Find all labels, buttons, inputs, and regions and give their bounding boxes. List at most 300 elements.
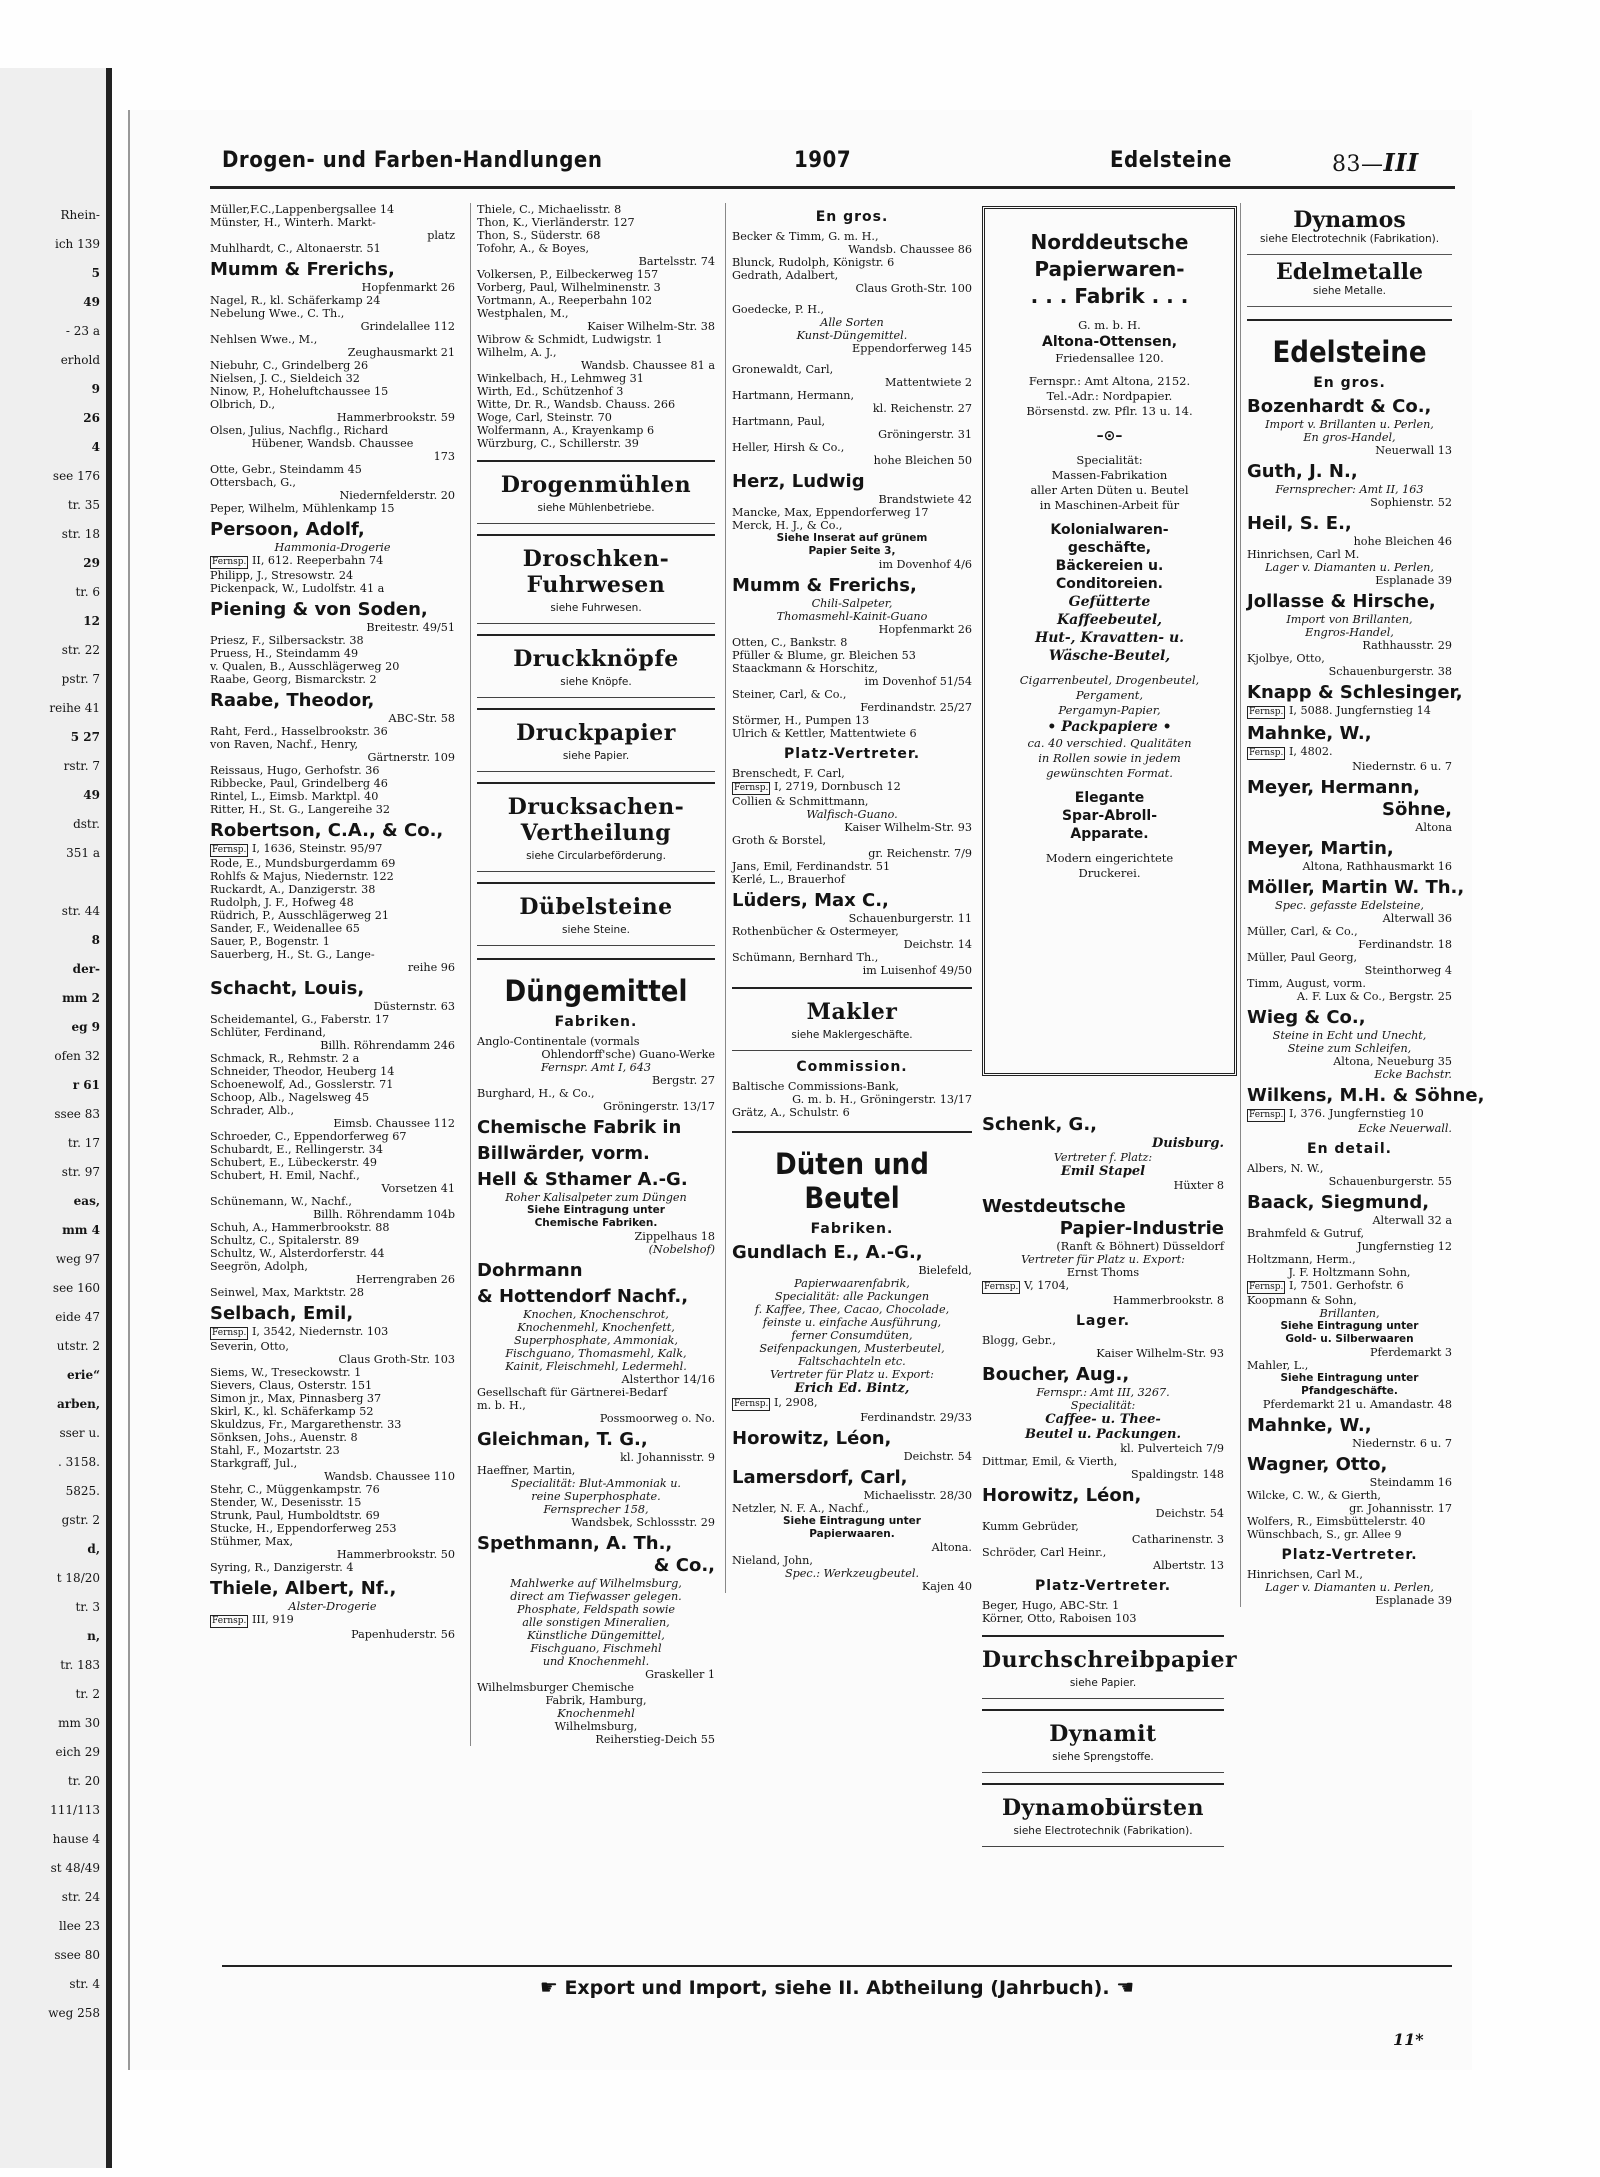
directory-line: Dittmar, Emil, & Vierth, — [982, 1455, 1118, 1468]
directory-line: Nehlsen Wwe., M., — [210, 333, 318, 346]
directory-line: Alle Sorten — [820, 316, 884, 329]
directory-line: Hüxter 8 — [1173, 1179, 1224, 1192]
directory-line: Ecke Bachstr. — [1374, 1068, 1452, 1081]
previous-page-fragment: tr. 2 — [75, 1687, 100, 1701]
cross-reference-section — [477, 534, 715, 624]
directory-line: Niebuhr, C., Grindelberg 26 — [210, 359, 369, 372]
signature-mark: 11* — [1393, 2030, 1424, 2049]
firm-name-bold: Wilkens, M.H. & Söhne, — [1247, 1085, 1485, 1106]
directory-line: Thon, K., Vierländerstr. 127 — [477, 216, 635, 229]
subsection-heading: Platz-Vertreter. — [1034, 1578, 1172, 1594]
phone-entry-text: I, 3542, Niedernstr. 103 — [248, 1325, 389, 1338]
directory-line: Muhlhardt, C., Altonaerstr. 51 — [210, 242, 381, 255]
phone-entry — [210, 554, 455, 569]
directory-line: Schauenburgerstr. 55 — [1328, 1175, 1452, 1188]
directory-line: gr. Reichenstr. 7/9 — [868, 847, 972, 860]
firm-name-bold-cont: Söhne, — [1381, 799, 1452, 820]
directory-line: gr. Johannisstr. 17 — [1349, 1502, 1452, 1515]
fernsprecher-box: Fernsp. — [734, 1399, 769, 1409]
directory-line: Wibrow & Schmidt, Ludwigstr. 1 — [477, 333, 663, 346]
directory-line: Sönksen, Johs., Auenstr. 8 — [210, 1431, 358, 1444]
previous-page-fragment: ssee 80 — [54, 1948, 100, 1962]
directory-line: Kaiser Wilhelm-Str. 38 — [587, 320, 715, 333]
directory-line: Schrader, Alb., — [210, 1104, 295, 1117]
previous-page-fragment: n, — [87, 1629, 100, 1643]
directory-line: Spec. gefasste Edelsteine, — [1275, 899, 1424, 912]
directory-line: Philipp, J., Stresowstr. 24 — [210, 569, 354, 582]
directory-line: Lager v. Diamanten u. Perlen, — [1265, 1581, 1434, 1594]
advert-line: Modern eingerichtete — [1045, 851, 1174, 865]
directory-line: Reiherstieg-Deich 55 — [595, 1733, 715, 1746]
directory-line: Staackmann & Horschitz, — [732, 662, 878, 675]
directory-line: Vortmann, A., Reeperbahn 102 — [477, 294, 653, 307]
phone-entry — [732, 1396, 972, 1411]
directory-line: Walfisch-Guano. — [806, 808, 898, 821]
directory-line: Deichstr. 54 — [1155, 1507, 1224, 1520]
previous-page-fragment: 5 — [91, 266, 100, 280]
directory-line: Altona, Neueburg 35 — [1333, 1055, 1452, 1068]
advert-line: Hut-, Kravatten- u. — [1034, 630, 1184, 646]
advert-line: • Packpapiere • — [1047, 719, 1172, 735]
advert-line: Conditoreien. — [1056, 576, 1163, 592]
firm-name-bold: Heil, S. E., — [1247, 513, 1352, 534]
page-gutter — [106, 68, 112, 2168]
directory-line: Ritter, H., St. G., Langereihe 32 — [210, 803, 390, 816]
directory-line: Scheidemantel, G., Faberstr. 17 — [210, 1013, 390, 1026]
phone-entry — [732, 780, 972, 795]
directory-line: Collien & Schmittmann, — [732, 795, 869, 808]
directory-line: Brenschedt, F. Carl, — [732, 767, 845, 780]
directory-line: Ribbecke, Paul, Grindelberg 46 — [210, 777, 388, 790]
previous-page-fragment: tr. 20 — [67, 1774, 100, 1788]
advert-line: Spar-Abroll- — [1061, 808, 1158, 824]
fernsprecher-box: Fernsp. — [984, 1282, 1019, 1292]
previous-page-fragment: str. 18 — [61, 527, 100, 541]
footer-notice — [222, 1975, 1452, 1999]
directory-line: m. b. H., — [477, 1399, 526, 1412]
directory-line: Mattentwiete 2 — [884, 376, 972, 389]
directory-line: Siehe Eintragung unter — [527, 1204, 665, 1216]
fernsprecher-box: Fernsp. — [212, 1616, 247, 1626]
section-reference: siehe Papier. — [562, 750, 630, 762]
directory-line: Pruess, H., Steindamm 49 — [210, 647, 359, 660]
advert-line: gewünschten Format. — [1046, 766, 1173, 780]
directory-line: Kaiser Wilhelm-Str. 93 — [1096, 1347, 1224, 1360]
previous-page-fragment: tr. 3 — [75, 1600, 100, 1614]
directory-line: Fischguano, Fischmehl — [530, 1642, 662, 1655]
firm-name-bold: Raabe, Theodor, — [210, 690, 375, 711]
directory-line — [732, 355, 972, 363]
directory-line: 173 — [433, 450, 455, 463]
previous-page-fragment: mm 4 — [62, 1223, 100, 1237]
directory-line: En gros-Handel, — [1303, 431, 1396, 444]
directory-line: Bartelsstr. 74 — [638, 255, 715, 268]
directory-line: Ulrich & Kettler, Mattentwiete 6 — [732, 727, 917, 740]
directory-line: Seegrön, Adolph, — [210, 1260, 308, 1273]
previous-page-fragment: Rhein- — [60, 208, 100, 222]
directory-line: Blunck, Rudolph, Königstr. 6 — [732, 256, 895, 269]
advert-line: Norddeutsche — [1030, 230, 1189, 254]
firm-name-bold: Selbach, Emil, — [210, 1303, 354, 1324]
directory-line: reine Superphosphate. — [531, 1490, 661, 1503]
directory-line: Claus Groth-Str. 103 — [338, 1353, 455, 1366]
firm-name-bold: Wagner, Otto, — [1247, 1454, 1388, 1475]
firm-name-bold: Boucher, Aug., — [982, 1364, 1130, 1385]
firm-name-bold: Persoon, Adolf, — [210, 519, 365, 540]
previous-page-fragment: tr. 6 — [75, 585, 100, 599]
directory-line: im Luisenhof 49/50 — [862, 964, 972, 977]
advert-line: Altona-Ottensen, — [1041, 334, 1178, 350]
directory-line: (Nobelshof) — [648, 1243, 715, 1256]
previous-page-fragment: hause 4 — [52, 1832, 100, 1846]
directory-line: Würzburg, C., Schillerstr. 39 — [477, 437, 639, 450]
directory-line: Specialität: — [1070, 1399, 1136, 1412]
directory-line: Otten, C., Bankstr. 8 — [732, 636, 848, 649]
directory-line: Schoenewolf, Ad., Gosslerstr. 71 — [210, 1078, 394, 1091]
previous-page-fragment: reihe 41 — [49, 701, 100, 715]
directory-line: Müller, Paul Georg, — [1247, 951, 1358, 964]
directory-line: Grindelallee 112 — [360, 320, 455, 333]
advert-line: Friedensallee 120. — [1055, 351, 1164, 365]
directory-line: Ecke Neuerwall. — [1358, 1122, 1452, 1135]
advert-line: in Maschinen-Arbeit für — [1039, 498, 1180, 512]
fernsprecher-box: Fernsp. — [212, 1328, 247, 1338]
previous-page-fragment: - 23 a — [65, 324, 100, 338]
directory-line: G. m. b. H., Gröningerstr. 13/17 — [792, 1093, 972, 1106]
directory-line: Wandsb. Chaussee 81 a — [581, 359, 715, 372]
fernsprecher-box: Fernsp. — [212, 557, 247, 567]
phone-entry — [210, 1325, 455, 1340]
subsection-heading: Fabriken. — [810, 1221, 894, 1237]
previous-page-fragment: 8 — [91, 933, 100, 947]
previous-page-fragment: 4 — [91, 440, 100, 454]
directory-line: Fernsprecher 158, — [543, 1503, 649, 1516]
firm-name-bold: Schenk, G., — [982, 1114, 1097, 1135]
directory-line: Olbrich, D., — [210, 398, 276, 411]
previous-page-fragment: 9 — [91, 382, 100, 396]
directory-line: Mancke, Max, Eppendorferweg 17 — [732, 506, 929, 519]
directory-line: Schünemann, W., Nachf., — [210, 1195, 352, 1208]
directory-line: Tofohr, A., & Boyes, — [477, 242, 590, 255]
previous-page-fragment: see 176 — [52, 469, 100, 483]
directory-line: Gesellschaft für Gärtnerei-Bedarf — [477, 1386, 668, 1399]
directory-line: Hammonia-Drogerie — [274, 541, 391, 554]
directory-line: Pfüller & Blume, gr. Bleichen 53 — [732, 649, 916, 662]
directory-line: Altona. — [931, 1541, 972, 1554]
directory-line: Thiele, C., Michaelisstr. 8 — [477, 203, 622, 216]
directory-line: Rathhausstr. 29 — [1362, 639, 1452, 652]
directory-line: Skirl, K., kl. Schäferkamp 52 — [210, 1405, 374, 1418]
section-reference: siehe Fuhrwesen. — [550, 602, 642, 614]
previous-page-fragment: tr. 35 — [67, 498, 100, 512]
column-4 — [982, 1110, 1238, 1857]
directory-line: hohe Bleichen 50 — [873, 454, 972, 467]
section-title: Makler — [806, 999, 898, 1025]
header-rule — [210, 186, 1455, 189]
directory-line: Ruckardt, A., Danzigerstr. 38 — [210, 883, 376, 896]
directory-line: Pfandgeschäfte. — [1301, 1385, 1398, 1397]
cross-reference-section — [982, 1635, 1238, 1699]
section-reference: siehe Knöpfe. — [560, 676, 632, 688]
firm-name-bold: Guth, J. N., — [1247, 461, 1358, 482]
directory-line: ABC-Str. 58 — [388, 712, 455, 725]
cross-reference-section — [732, 987, 972, 1051]
advert-line: Cigarrenbeutel, Drogenbeutel, — [1019, 673, 1200, 687]
subsection-heading: Fabriken. — [554, 1014, 638, 1030]
firm-name-bold: & Hottendorf Nachf., — [477, 1286, 689, 1307]
phone-entry-text: II, 612. Reeperbahn 74 — [248, 554, 384, 567]
directory-line: Stühmer, Max, — [210, 1535, 294, 1548]
firm-name-bold-cont: & Co., — [653, 1555, 715, 1576]
firm-name-bold: Horowitz, Léon, — [732, 1428, 892, 1449]
directory-line: Hinrichsen, Carl M., — [1247, 1568, 1363, 1581]
firm-name-bold: Chemische Fabrik in — [477, 1117, 682, 1138]
directory-line: Fischguano, Thomasmehl, Kalk, — [505, 1347, 687, 1360]
fernsprecher-box: Fernsp. — [734, 783, 769, 793]
cross-reference-section — [477, 634, 715, 698]
directory-line: Schubert, H. Emil, Nachf., — [210, 1169, 360, 1182]
cross-reference-section — [477, 708, 715, 772]
directory-line: Schümann, Bernhard Th., — [732, 951, 879, 964]
phone-entry-text: I, 2719, Dornbusch 12 — [770, 780, 901, 793]
phone-entry-text: I, 1636, Steinstr. 95/97 — [248, 842, 383, 855]
directory-line: Schlüter, Ferdinand, — [210, 1026, 326, 1039]
directory-line: Steindamm 16 — [1369, 1476, 1452, 1489]
firm-name-bold: Westdeutsche — [982, 1196, 1126, 1217]
firm-name-bold: Bozenhardt & Co., — [1247, 396, 1432, 417]
directory-line: reihe 96 — [407, 961, 455, 974]
directory-line: Emil Stapel — [1060, 1164, 1146, 1179]
directory-line: Schauenburgerstr. 38 — [1328, 665, 1452, 678]
phone-entry — [210, 1613, 455, 1628]
directory-line: Rüdrich, P., Ausschlägerweg 21 — [210, 909, 389, 922]
directory-line: Starkgraff, Jul., — [210, 1457, 298, 1470]
phone-entry — [1247, 1107, 1452, 1122]
directory-line: Nebelung Wwe., C. Th., — [210, 307, 345, 320]
directory-line: Brahmfeld & Gutruf, — [1247, 1227, 1365, 1240]
major-section-title: Edelsteine — [1247, 319, 1452, 369]
directory-line: Sievers, Claus, Osterstr. 151 — [210, 1379, 373, 1392]
previous-page-fragment: 29 — [83, 556, 100, 570]
previous-page-fragment: 12 — [83, 614, 100, 628]
firm-name-bold: Mumm & Frerichs, — [210, 259, 395, 280]
phone-entry — [1247, 745, 1452, 760]
directory-line: Siehe Eintragung unter — [1280, 1372, 1419, 1384]
directory-line: Albertstr. 13 — [1153, 1559, 1224, 1572]
section-reference: siehe Mühlenbetriebe. — [537, 502, 655, 514]
directory-line: Sander, F., Weidenallee 65 — [210, 922, 360, 935]
subsection-heading: Commission. — [796, 1059, 908, 1075]
major-section-title: Düten und Beutel — [732, 1131, 972, 1215]
header-year: 1907 — [794, 148, 852, 173]
directory-line: Breitestr. 49/51 — [366, 621, 455, 634]
directory-line: Zeughausmarkt 21 — [347, 346, 455, 359]
directory-line: Caffee- u. Thee- — [1045, 1412, 1161, 1427]
firm-name-bold: Robertson, C.A., & Co., — [210, 820, 444, 841]
previous-page-fragment: r 61 — [72, 1078, 100, 1092]
directory-line: Stender, W., Desenisstr. 15 — [210, 1496, 362, 1509]
directory-line: Stahl, F., Mozartstr. 23 — [210, 1444, 340, 1457]
directory-line: Faltschachteln etc. — [798, 1355, 906, 1368]
directory-line: A. F. Lux & Co., Bergstr. 25 — [1296, 990, 1452, 1003]
firm-name-bold: Billwärder, vorm. — [477, 1143, 650, 1164]
directory-line — [732, 295, 972, 303]
firm-name-bold: Schacht, Louis, — [210, 978, 365, 999]
directory-line: Specialität: alle Packungen — [774, 1290, 930, 1303]
directory-line: Billh. Röhrendamm 104b — [313, 1208, 455, 1221]
directory-line: Gold- u. Silberwaaren — [1285, 1333, 1414, 1345]
directory-line: Hopfenmarkt 26 — [361, 281, 455, 294]
phone-entry-text: I, 376. Jungfernstieg 10 — [1285, 1107, 1424, 1120]
section-reference: siehe Metalle. — [1312, 285, 1386, 297]
directory-line: Strunk, Paul, Humboldtstr. 69 — [210, 1509, 380, 1522]
previous-page-fragment: 351 a — [66, 846, 100, 860]
directory-line: Import von Brillanten, — [1286, 613, 1413, 626]
directory-line: Nieland, John, — [732, 1554, 813, 1567]
directory-line: Schuh, A., Hammerbrookstr. 88 — [210, 1221, 390, 1234]
directory-line: Körner, Otto, Raboisen 103 — [982, 1612, 1137, 1625]
directory-line: Alsterthor 14/16 — [621, 1373, 715, 1386]
directory-line: Papenhuderstr. 56 — [351, 1628, 455, 1641]
directory-line: Hammerbrookstr. 59 — [336, 411, 455, 424]
directory-line: Rode, E., Mundsburgerdamm 69 — [210, 857, 396, 870]
directory-line: Kunst-Düngemittel. — [796, 329, 908, 342]
firm-name-bold: Mumm & Frerichs, — [732, 575, 917, 596]
firm-name-bold: Knapp & Schlesinger, — [1247, 682, 1463, 703]
directory-line: Ferdinandstr. 18 — [1358, 938, 1452, 951]
phone-entry-text: III, 919 — [248, 1613, 294, 1626]
previous-page-fragment: tr. 17 — [67, 1136, 100, 1150]
directory-line: Possmoorweg o. No. — [599, 1412, 715, 1425]
directory-line: Wolfermann, A., Krayenkamp 6 — [477, 424, 655, 437]
directory-line: Knochenmehl, Knochenfett, — [517, 1321, 675, 1334]
directory-line: Siehe Inserat auf grünem — [776, 532, 928, 544]
previous-page-fragment: str. 44 — [61, 904, 100, 918]
previous-page-fragment: str. 97 — [61, 1165, 100, 1179]
directory-line: Becker & Timm, G. m. H., — [732, 230, 879, 243]
directory-line: Mahlwerke auf Wilhelmsburg, — [510, 1577, 682, 1590]
directory-line: Steine zum Schleifen, — [1287, 1042, 1412, 1055]
directory-line: Westphalen, M., — [477, 307, 569, 320]
firm-name-bold: Lamersdorf, Carl, — [732, 1467, 908, 1488]
directory-line: Graskeller 1 — [645, 1668, 715, 1681]
directory-line: Alterwall 36 — [1382, 912, 1452, 925]
directory-line: Pferdemarkt 3 — [1370, 1346, 1452, 1359]
directory-line: Papier Seite 3, — [808, 545, 896, 557]
directory-line: Wandsbek, Schlossstr. 29 — [571, 1516, 715, 1529]
header-right-title: Edelsteine — [1110, 148, 1232, 173]
advert-line: Pergamyn-Papier, — [1058, 703, 1161, 717]
directory-line: Wünschbach, S., gr. Allee 9 — [1247, 1528, 1402, 1541]
directory-line: Kaiser Wilhelm-Str. 93 — [844, 821, 972, 834]
directory-line: Olsen, Julius, Nachflg., Richard — [210, 424, 389, 437]
fernsprecher-box: Fernsp. — [1249, 748, 1284, 758]
directory-line: Münster, H., Winterh. Markt- — [210, 216, 376, 229]
directory-line: Kerlé, L., Brauerhof — [732, 873, 845, 886]
previous-page-fragment: utstr. 2 — [56, 1339, 100, 1353]
directory-line: Hartmann, Paul, — [732, 415, 826, 428]
directory-line: Woge, Carl, Steinstr. 70 — [477, 411, 612, 424]
directory-line: Papierwaaren. — [809, 1528, 895, 1540]
previous-page-edge — [0, 68, 112, 2168]
section-title: Druckknöpfe — [513, 646, 679, 672]
directory-line: Kainit, Fleischmehl, Ledermehl. — [505, 1360, 687, 1373]
firm-name-bold: Thiele, Albert, Nf., — [210, 1578, 397, 1599]
directory-line: Schultz, C., Spitalerstr. 89 — [210, 1234, 360, 1247]
header-page-number: 83—III — [1332, 148, 1419, 177]
advert-line: Gefütterte — [1068, 594, 1151, 610]
previous-page-fragment: 111/113 — [50, 1803, 100, 1817]
directory-line: Rudolph, J. F., Hofweg 48 — [210, 896, 354, 909]
previous-page-fragment: mm 2 — [62, 991, 100, 1005]
directory-line: im Dovenhof 4/6 — [878, 558, 972, 571]
previous-page-fragment: see 160 — [52, 1281, 100, 1295]
directory-line: Hinrichsen, Carl M. — [1247, 548, 1360, 561]
directory-line: Simon jr., Max, Pinnasberg 37 — [210, 1392, 382, 1405]
section-title: Drucksachen-Vertheilung — [507, 794, 685, 846]
directory-line: Claus Groth-Str. 100 — [855, 282, 972, 295]
directory-line: Koopmann & Sohn, — [1247, 1294, 1357, 1307]
advert-line: geschäfte, — [1067, 540, 1152, 556]
phone-entry — [1247, 704, 1452, 719]
previous-page-fragment: d, — [87, 1542, 100, 1556]
header-left-title: Drogen- und Farben-Handlungen — [222, 148, 603, 173]
directory-line: Wilhelmsburg, — [554, 1720, 638, 1733]
previous-page-fragment: der- — [72, 962, 100, 976]
advert-line: Kolonialwaren- — [1050, 522, 1169, 538]
firm-name-bold: Horowitz, Léon, — [982, 1485, 1142, 1506]
previous-page-fragment: sser u. — [59, 1426, 100, 1440]
advert-line: Bäckereien u. — [1055, 558, 1164, 574]
directory-line: Fabrik, Hamburg, — [545, 1694, 647, 1707]
directory-line: Michaelisstr. 28/30 — [863, 1489, 972, 1502]
directory-line: Herrengraben 26 — [356, 1273, 455, 1286]
directory-line: Syring, R., Danzigerstr. 4 — [210, 1561, 354, 1574]
section-title: Dynamobürsten — [1001, 1795, 1205, 1821]
directory-line: Fernsprecher: Amt II, 163 — [1275, 483, 1424, 496]
directory-line: Schauenburgerstr. 11 — [848, 912, 972, 925]
directory-line: Wirth, Ed., Schützenhof 3 — [477, 385, 624, 398]
directory-line: Lager v. Diamanten u. Perlen, — [1265, 561, 1434, 574]
section-reference: siehe Maklergeschäfte. — [791, 1029, 913, 1041]
directory-line: im Dovenhof 51/54 — [864, 675, 972, 688]
advert-line: Wäsche-Beutel, — [1048, 648, 1171, 664]
directory-line: Duisburg. — [1152, 1136, 1224, 1151]
directory-line: Fernspr. Amt I, 643 — [540, 1061, 652, 1074]
directory-line: Merck, H. J., & Co., — [732, 519, 843, 532]
subsection-heading: En gros. — [815, 209, 889, 225]
directory-line: Ernst Thoms — [1066, 1266, 1140, 1279]
directory-line: Winkelbach, H., Lehmweg 31 — [477, 372, 644, 385]
firm-name-bold: Spethmann, A. Th., — [477, 1533, 673, 1554]
firm-name-bold: Meyer, Hermann, — [1247, 777, 1420, 798]
previous-page-fragment: arben, — [56, 1397, 100, 1411]
directory-line: kl. Pulverteich 7/9 — [1120, 1442, 1224, 1455]
directory-line: Vertreter für Platz u. Export: — [770, 1368, 934, 1381]
section-reference: siehe Papier. — [1069, 1677, 1137, 1689]
advert-line: Elegante — [1074, 790, 1145, 806]
section-title: Dübelsteine — [519, 894, 673, 920]
directory-line: Anglo-Continentale (vormals — [477, 1035, 640, 1048]
previous-page-fragment: st 48/49 — [50, 1861, 100, 1875]
directory-line: Raabe, Georg, Bismarckstr. 2 — [210, 673, 377, 686]
directory-line: Esplanade 39 — [1375, 574, 1452, 587]
directory-line: v. Qualen, B., Ausschlägerweg 20 — [210, 660, 400, 673]
directory-line: Groth & Borstel, — [732, 834, 827, 847]
fernsprecher-box: Fernsp. — [212, 845, 247, 855]
directory-line: Ferdinandstr. 29/33 — [860, 1411, 972, 1424]
firm-name-bold: Piening & von Soden, — [210, 599, 428, 620]
